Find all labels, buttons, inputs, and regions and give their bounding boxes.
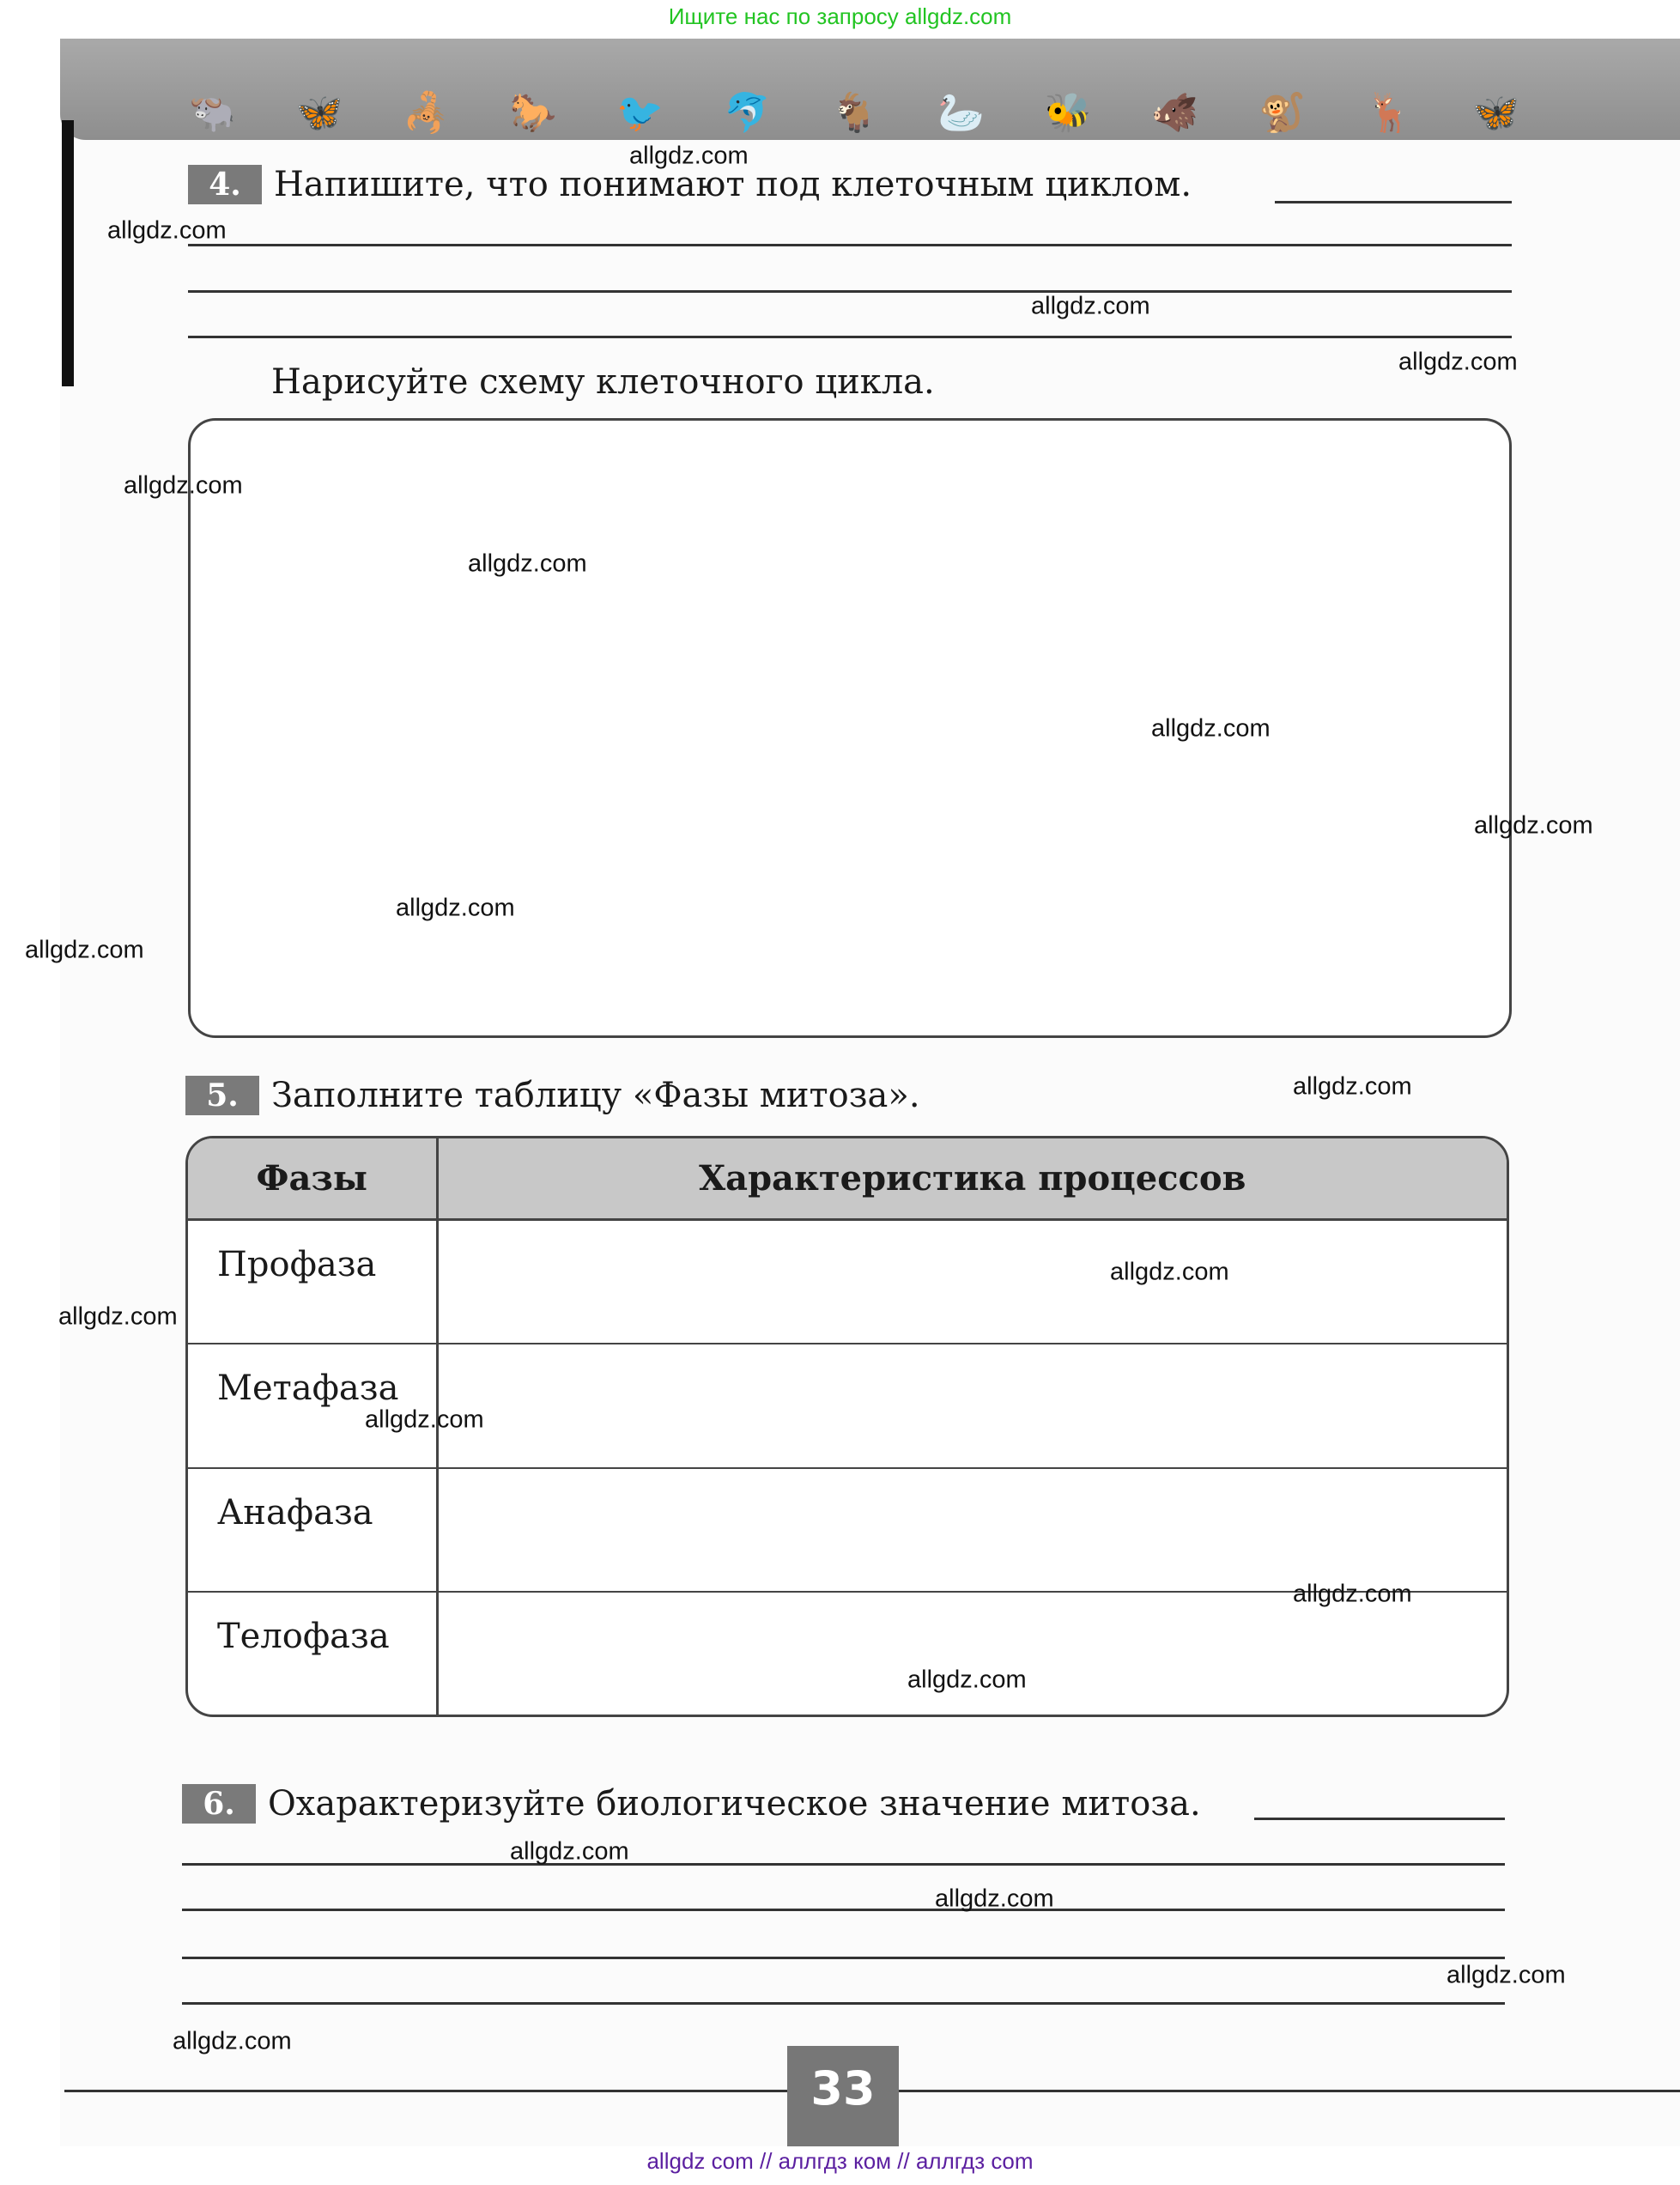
watermark: allgdz.com (1293, 1580, 1412, 1608)
watermark: allgdz.com (124, 471, 243, 500)
task-number: 5. (185, 1076, 259, 1115)
watermark: allgdz.com (107, 216, 227, 245)
column-header: Фазы (188, 1138, 437, 1219)
watermark: allgdz.com (629, 142, 749, 170)
answer-line[interactable] (182, 1957, 1505, 1959)
drawing-area[interactable] (188, 418, 1512, 1038)
answer-line[interactable] (1254, 1818, 1505, 1820)
watermark: allgdz.com (1474, 811, 1593, 840)
answer-line[interactable] (188, 336, 1512, 338)
answer-line[interactable] (1275, 201, 1512, 203)
answer-line[interactable] (182, 1909, 1505, 1911)
deer-icon: 🦌 (1365, 91, 1413, 135)
bison-icon: 🐃 (189, 91, 236, 135)
phase-name: Телофаза (188, 1592, 437, 1715)
monkey-icon: 🐒 (1258, 91, 1306, 135)
watermark: allgdz.com (1398, 348, 1518, 376)
watermark: allgdz.com (1446, 1961, 1566, 1989)
goat-icon: 🐐 (830, 91, 878, 135)
butterfly-icon: 🦋 (1472, 91, 1519, 135)
task-text: Заполните таблицу «Фазы митоза». (271, 1076, 920, 1115)
task-4-heading (188, 165, 1192, 204)
scorpion-icon: 🦂 (403, 91, 450, 135)
insect-icon: 🐝 (1044, 91, 1092, 135)
task-number: 6. (182, 1784, 256, 1824)
task-number: 4. (188, 165, 262, 204)
watermark: allgdz.com (468, 549, 587, 578)
page-number: 33 (787, 2046, 899, 2146)
table-row (188, 1592, 1507, 1715)
watermark: allgdz.com (1151, 714, 1271, 743)
bird-icon: 🐦 (616, 91, 664, 135)
horse-icon: 🐎 (509, 91, 557, 135)
watermark: allgdz.com (365, 1405, 484, 1434)
task-5-heading (185, 1076, 920, 1115)
boar-icon: 🐗 (1151, 91, 1199, 135)
task-text: Охарактеризуйте биологическое значение митоза. (268, 1784, 1201, 1824)
footer-note: allgdz com // аллгдз ком // аллгдз com (646, 2148, 1034, 2174)
phase-name: Профаза (188, 1219, 437, 1344)
answer-cell[interactable] (437, 1468, 1507, 1592)
column-header: Характеристика процессов (437, 1138, 1507, 1219)
task-6-heading (182, 1784, 1201, 1824)
answer-cell[interactable] (437, 1344, 1507, 1467)
phase-name: Анафаза (188, 1468, 437, 1592)
answer-line[interactable] (188, 290, 1512, 293)
watermark: allgdz.com (173, 2027, 292, 2055)
task-text: Напишите, что понимают под клеточным циклом. (274, 165, 1192, 204)
watermark: allgdz.com (25, 936, 144, 964)
watermark: allgdz.com (510, 1837, 629, 1866)
phase-name: Метафаза (188, 1344, 437, 1467)
table-row (188, 1468, 1507, 1592)
dolphin-icon: 🐬 (723, 91, 771, 135)
answer-cell[interactable] (437, 1592, 1507, 1715)
butterfly-icon: 🦋 (295, 91, 343, 135)
answer-cell[interactable] (437, 1219, 1507, 1344)
book-spine-edge (62, 120, 74, 386)
watermark: allgdz.com (907, 1666, 1027, 1694)
answer-line[interactable] (188, 244, 1512, 246)
watermark: allgdz.com (396, 894, 515, 922)
answer-line[interactable] (182, 2002, 1505, 2005)
answer-line[interactable] (182, 1863, 1505, 1866)
watermark: allgdz.com (1110, 1258, 1229, 1286)
watermark: allgdz.com (58, 1302, 178, 1331)
watermark: allgdz.com (935, 1885, 1054, 1913)
header-note: Ищите нас по запросу allgdz.com (668, 3, 1012, 29)
swan-icon: 🦢 (937, 91, 985, 135)
watermark: allgdz.com (1293, 1072, 1412, 1101)
animal-silhouettes (189, 90, 1519, 135)
watermark: allgdz.com (1031, 292, 1150, 320)
table-row (188, 1219, 1507, 1344)
draw-prompt: Нарисуйте схему клеточного цикла. (271, 362, 935, 402)
